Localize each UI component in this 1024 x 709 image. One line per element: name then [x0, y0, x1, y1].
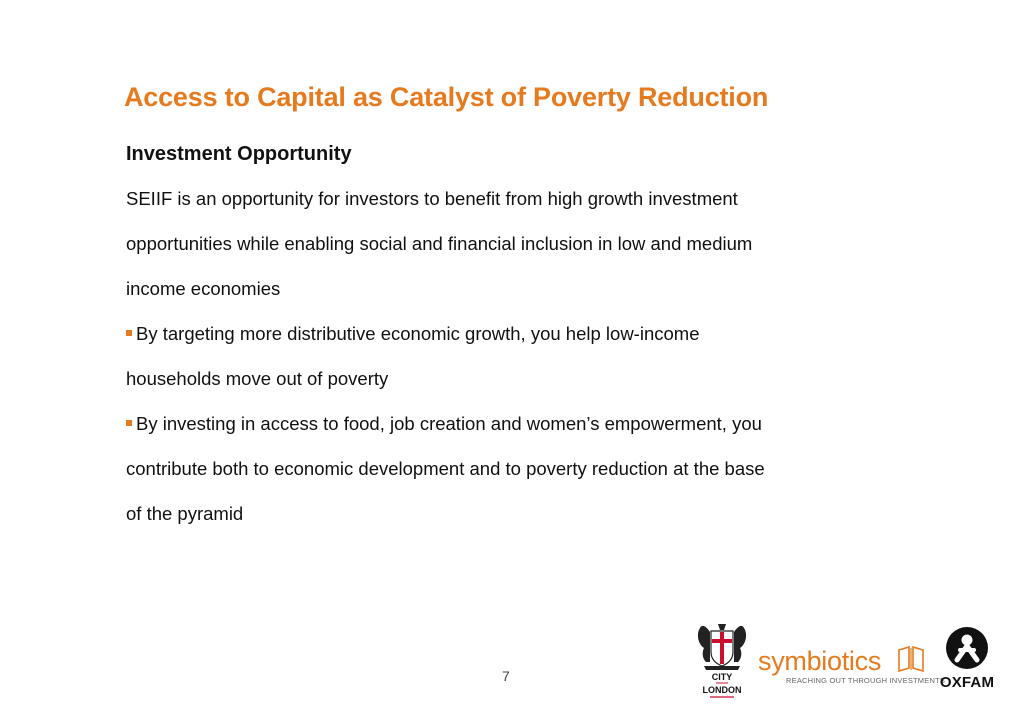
bullet-line: By targeting more distributive economic growth, you help low-income	[136, 323, 700, 344]
intro-paragraph	[126, 176, 906, 311]
oxfam-wordmark: OXFAM	[939, 674, 995, 691]
svg-text:LONDON: LONDON	[702, 685, 742, 695]
city-of-london-crest-icon	[694, 622, 750, 700]
bullet-square-icon	[126, 330, 132, 336]
bullet-line: households move out of poverty	[126, 368, 389, 389]
bullet-item	[126, 311, 906, 401]
symbiotics-book-icon	[896, 644, 926, 674]
page-number: 7	[502, 668, 510, 684]
bullet-square-icon	[126, 420, 132, 426]
intro-line: income economies	[126, 278, 281, 299]
section-subheading: Investment Opportunity	[126, 143, 352, 165]
intro-line: SEIIF is an opportunity for investors to benefit from high growth investment	[126, 188, 738, 209]
symbiotics-wordmark: symbiotics	[758, 646, 882, 676]
bullet-line: contribute both to economic development and to poverty reduction at the base	[126, 458, 765, 479]
bullet-item	[126, 401, 906, 536]
intro-line: opportunities while enabling social and financial inclusion in low and medium	[126, 233, 753, 254]
city-of-london-logo	[694, 622, 750, 700]
oxfam-logo	[936, 624, 998, 694]
slide-title: Access to Capital as Catalyst of Poverty Reduction	[124, 82, 769, 112]
bullet-line: By investing in access to food, job creation and women’s empowerment, you	[136, 413, 762, 434]
symbiotics-logo	[758, 640, 946, 690]
slide-content	[126, 140, 906, 536]
oxfam-figure-icon	[936, 624, 998, 674]
bullet-line: of the pyramid	[126, 503, 244, 524]
svg-text:CITY: CITY	[711, 672, 733, 682]
symbiotics-tagline: REACHING OUT THROUGH INVESTMENTS	[786, 676, 946, 685]
